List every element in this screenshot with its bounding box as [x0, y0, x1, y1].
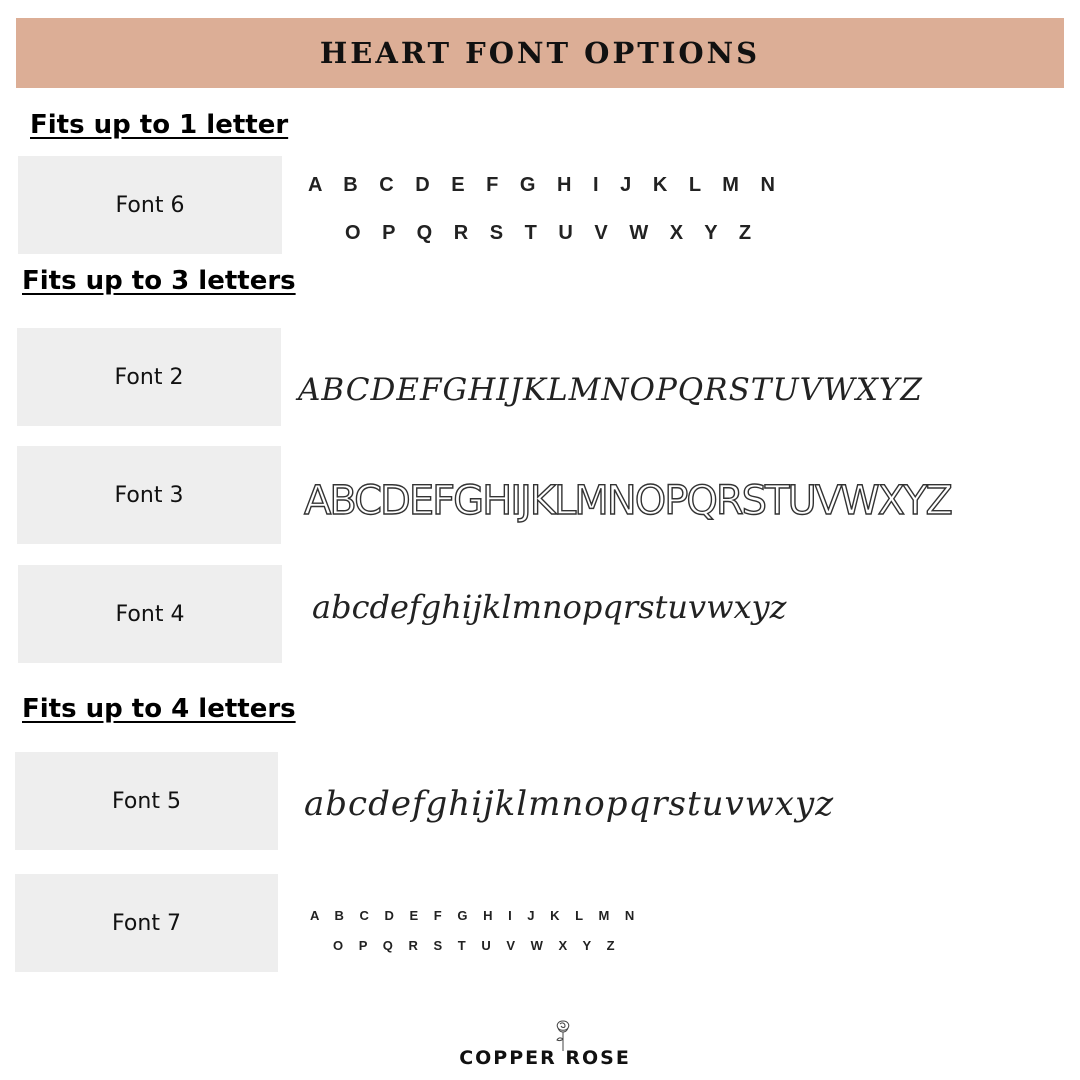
- font-4-label: Font 4: [115, 601, 185, 627]
- font-6-alphabet-row-2: O P Q R S T U V W X Y Z: [345, 222, 760, 244]
- section-title-1-letter: Fits up to 1 letter: [30, 110, 289, 140]
- font-6-box: [18, 156, 282, 254]
- section-title-3-letters: Fits up to 3 letters: [22, 266, 296, 296]
- font-2-label: Font 2: [114, 364, 184, 390]
- brand-name: COPPER ROSE: [459, 1047, 631, 1069]
- font-5-box: [15, 752, 278, 850]
- font-7-alphabet-row-1: A B C D E F G H I J K L M N: [310, 908, 641, 923]
- font-7-box: [15, 874, 278, 972]
- font-3-alphabet: ABCDEFGHIJKLMNOPQRSTUVWXYZ: [304, 478, 951, 524]
- font-3-box: [17, 446, 281, 544]
- font-2-box: [17, 328, 281, 426]
- font-6-label: Font 6: [115, 192, 185, 218]
- page-title: HEART FONT OPTIONS: [319, 36, 761, 70]
- font-4-alphabet: abcdefghijklmnopqrstuvwxyz: [312, 588, 787, 626]
- section-title-4-letters: Fits up to 4 letters: [22, 694, 296, 724]
- header-banner: [16, 18, 1064, 88]
- font-6-alphabet-row-1: A B C D E F G H I J K L M N: [308, 174, 783, 196]
- rose-icon: [550, 1017, 576, 1051]
- font-2-alphabet: ABCDEFGHIJKLMNOPQRSTUVWXYZ: [298, 372, 923, 408]
- font-5-alphabet: abcdefghijklmnopqrstuvwxyz: [304, 784, 835, 824]
- font-7-alphabet-row-2: O P Q R S T U V W X Y Z: [333, 938, 621, 953]
- brand-logo: [440, 1015, 650, 1075]
- font-5-label: Font 5: [112, 788, 181, 814]
- font-7-label: Font 7: [112, 910, 181, 936]
- font-3-label: Font 3: [114, 482, 184, 508]
- font-4-box: [18, 565, 282, 663]
